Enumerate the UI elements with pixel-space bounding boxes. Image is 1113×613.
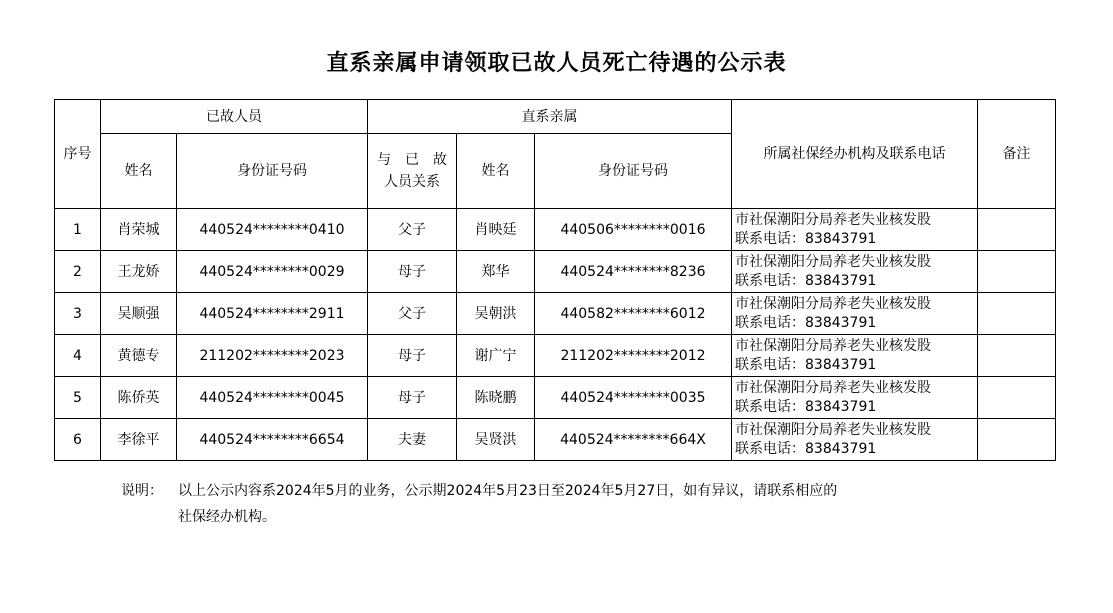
table-row [55,377,1056,419]
header-relation-line2: 人员关系 [384,174,440,190]
cell-relative-id: 440524********8236 [535,251,732,293]
cell-deceased-name: 肖荣城 [101,209,177,251]
header-agency: 所属社保经办机构及联系电话 [732,100,978,209]
table-row [55,293,1056,335]
cell-relation: 父子 [368,209,457,251]
cell-relation: 父子 [368,293,457,335]
cell-relative-id: 440582********6012 [535,293,732,335]
cell-seq: 2 [55,251,101,293]
cell-relative-name: 陈晓鹏 [457,377,535,419]
cell-agency [732,209,978,251]
header-seq: 序号 [55,100,101,209]
publicity-table [54,99,1056,461]
header-deceased-name: 姓名 [101,134,177,209]
header-deceased-group: 已故人员 [101,100,368,134]
cell-deceased-id: 440524********0410 [177,209,368,251]
cell-deceased-name: 李徐平 [101,419,177,461]
agency-name: 市社保潮阳分局养老失业核发股 [735,421,931,438]
cell-relation: 母子 [368,251,457,293]
cell-remark [978,251,1056,293]
cell-relative-name: 吴朝洪 [457,293,535,335]
cell-seq: 3 [55,293,101,335]
cell-relative-id: 440506********0016 [535,209,732,251]
table-row [55,335,1056,377]
cell-deceased-id: 211202********2023 [177,335,368,377]
note-label: 说明： [121,483,163,499]
cell-relation: 母子 [368,335,457,377]
header-row-1 [55,100,1056,134]
cell-remark [978,335,1056,377]
header-relative-name: 姓名 [457,134,535,209]
header-deceased-id: 身份证号码 [177,134,368,209]
cell-remark [978,377,1056,419]
cell-seq: 6 [55,419,101,461]
note-line1: 以上公示内容系2024年5月的业务，公示期2024年5月23日至2024年5月27日，如有异议，请联系相应的 [178,483,838,499]
cell-agency [732,293,978,335]
cell-relative-name: 郑华 [457,251,535,293]
cell-relative-name: 谢广宁 [457,335,535,377]
agency-phone: 联系电话：83843791 [735,440,877,457]
cell-relative-id: 440524********0035 [535,377,732,419]
agency-phone: 联系电话：83843791 [735,398,877,415]
table-row [55,209,1056,251]
cell-deceased-id: 440524********0045 [177,377,368,419]
cell-deceased-id: 440524********2911 [177,293,368,335]
cell-deceased-name: 吴顺强 [101,293,177,335]
cell-relative-id: 211202********2012 [535,335,732,377]
header-relative-id: 身份证号码 [535,134,732,209]
agency-name: 市社保潮阳分局养老失业核发股 [735,379,931,396]
cell-relative-id: 440524********664X [535,419,732,461]
header-relative-group: 直系亲属 [368,100,732,134]
header-remark: 备注 [978,100,1056,209]
agency-phone: 联系电话：83843791 [735,272,877,289]
table-row [55,251,1056,293]
cell-deceased-id: 440524********0029 [177,251,368,293]
header-relation [368,134,457,209]
cell-seq: 1 [55,209,101,251]
agency-phone: 联系电话：83843791 [735,230,877,247]
cell-remark [978,293,1056,335]
cell-deceased-name: 王龙娇 [101,251,177,293]
cell-agency [732,419,978,461]
agency-name: 市社保潮阳分局养老失业核发股 [735,295,931,312]
cell-remark [978,209,1056,251]
cell-deceased-name: 陈侨英 [101,377,177,419]
cell-deceased-id: 440524********6654 [177,419,368,461]
agency-name: 市社保潮阳分局养老失业核发股 [735,253,931,270]
table-row [55,419,1056,461]
cell-deceased-name: 黄德专 [101,335,177,377]
note [121,478,837,530]
note-line2: 社保经办机构。 [178,509,276,525]
cell-relation: 母子 [368,377,457,419]
cell-agency [732,377,978,419]
cell-seq: 4 [55,335,101,377]
header-relation-line1: 与 已 故 [377,152,447,168]
cell-relative-name: 吴贤洪 [457,419,535,461]
agency-phone: 联系电话：83843791 [735,314,877,331]
cell-relative-name: 肖映廷 [457,209,535,251]
agency-name: 市社保潮阳分局养老失业核发股 [735,337,931,354]
cell-relation: 夫妻 [368,419,457,461]
cell-seq: 5 [55,377,101,419]
cell-agency [732,251,978,293]
cell-remark [978,419,1056,461]
agency-name: 市社保潮阳分局养老失业核发股 [735,211,931,228]
page-title: 直系亲属申请领取已故人员死亡待遇的公示表 [326,51,787,76]
agency-phone: 联系电话：83843791 [735,356,877,373]
cell-agency [732,335,978,377]
